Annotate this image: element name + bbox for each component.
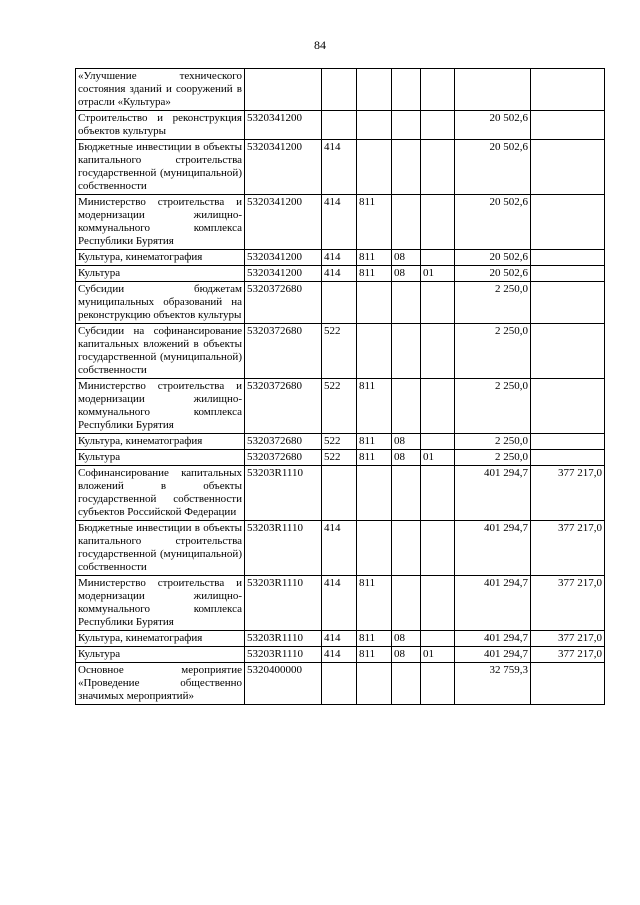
item-name-cell: Министерство строительства и модернизации жилищно-коммунального комплекса Республики Бурятия bbox=[76, 576, 245, 631]
expense-type-cell: 414 bbox=[322, 521, 357, 576]
subsection-cell bbox=[421, 250, 455, 266]
table-row bbox=[76, 663, 605, 705]
table-row bbox=[76, 466, 605, 521]
amount-2-cell: 377 217,0 bbox=[531, 647, 605, 663]
section-cell bbox=[392, 521, 421, 576]
section-cell bbox=[392, 663, 421, 705]
expense-type-cell: 414 bbox=[322, 140, 357, 195]
section-cell: 08 bbox=[392, 266, 421, 282]
subsection-cell bbox=[421, 69, 455, 111]
amount-1-cell: 20 502,6 bbox=[455, 111, 531, 140]
subsection-cell bbox=[421, 111, 455, 140]
expense-type-cell: 414 bbox=[322, 576, 357, 631]
amount-2-cell: 377 217,0 bbox=[531, 631, 605, 647]
budget-table bbox=[75, 68, 605, 705]
target-article-cell: 5320372680 bbox=[245, 434, 322, 450]
amount-1-cell: 2 250,0 bbox=[455, 434, 531, 450]
subsection-cell bbox=[421, 576, 455, 631]
target-article-cell: 5320372680 bbox=[245, 282, 322, 324]
item-name-cell: Субсидии бюджетам муниципальных образований на реконструкцию объектов культуры bbox=[76, 282, 245, 324]
section-cell bbox=[392, 282, 421, 324]
administrator-cell bbox=[357, 140, 392, 195]
table-row bbox=[76, 379, 605, 434]
item-name-cell: Культура bbox=[76, 266, 245, 282]
section-cell: 08 bbox=[392, 450, 421, 466]
section-cell: 08 bbox=[392, 434, 421, 450]
amount-1-cell: 401 294,7 bbox=[455, 576, 531, 631]
table-row bbox=[76, 69, 605, 111]
table-row bbox=[76, 434, 605, 450]
administrator-cell: 811 bbox=[357, 576, 392, 631]
target-article-cell: 53203R1110 bbox=[245, 576, 322, 631]
target-article-cell: 5320341200 bbox=[245, 266, 322, 282]
subsection-cell: 01 bbox=[421, 450, 455, 466]
item-name-cell: Министерство строительства и модернизации жилищно-коммунального комплекса Республики Бурятия bbox=[76, 379, 245, 434]
amount-1-cell: 20 502,6 bbox=[455, 195, 531, 250]
target-article-cell: 53203R1110 bbox=[245, 647, 322, 663]
table-row bbox=[76, 282, 605, 324]
amount-1-cell: 2 250,0 bbox=[455, 450, 531, 466]
section-cell bbox=[392, 466, 421, 521]
amount-1-cell: 2 250,0 bbox=[455, 282, 531, 324]
section-cell bbox=[392, 69, 421, 111]
subsection-cell bbox=[421, 663, 455, 705]
expense-type-cell bbox=[322, 466, 357, 521]
target-article-cell: 5320341200 bbox=[245, 140, 322, 195]
subsection-cell bbox=[421, 521, 455, 576]
administrator-cell bbox=[357, 282, 392, 324]
expense-type-cell: 414 bbox=[322, 647, 357, 663]
expense-type-cell bbox=[322, 69, 357, 111]
expense-type-cell: 414 bbox=[322, 631, 357, 647]
amount-2-cell bbox=[531, 434, 605, 450]
section-cell bbox=[392, 324, 421, 379]
item-name-cell: Бюджетные инвестиции в объекты капитального строительства государственной (муниципальной) собственности bbox=[76, 140, 245, 195]
amount-2-cell bbox=[531, 69, 605, 111]
item-name-cell: Строительство и реконструкция объектов культуры bbox=[76, 111, 245, 140]
amount-2-cell bbox=[531, 663, 605, 705]
amount-1-cell: 401 294,7 bbox=[455, 466, 531, 521]
item-name-cell: Министерство строительства и модернизации жилищно-коммунального комплекса Республики Бурятия bbox=[76, 195, 245, 250]
target-article-cell: 5320372680 bbox=[245, 324, 322, 379]
administrator-cell bbox=[357, 521, 392, 576]
target-article-cell: 53203R1110 bbox=[245, 631, 322, 647]
amount-1-cell: 401 294,7 bbox=[455, 521, 531, 576]
expense-type-cell: 414 bbox=[322, 266, 357, 282]
table-row bbox=[76, 324, 605, 379]
subsection-cell bbox=[421, 282, 455, 324]
administrator-cell: 811 bbox=[357, 631, 392, 647]
administrator-cell bbox=[357, 663, 392, 705]
amount-2-cell bbox=[531, 111, 605, 140]
subsection-cell bbox=[421, 434, 455, 450]
administrator-cell: 811 bbox=[357, 434, 392, 450]
subsection-cell bbox=[421, 379, 455, 434]
expense-type-cell bbox=[322, 111, 357, 140]
table-row bbox=[76, 521, 605, 576]
section-cell: 08 bbox=[392, 250, 421, 266]
administrator-cell bbox=[357, 324, 392, 379]
section-cell bbox=[392, 379, 421, 434]
item-name-cell: Культура bbox=[76, 647, 245, 663]
target-article-cell: 5320341200 bbox=[245, 111, 322, 140]
amount-2-cell: 377 217,0 bbox=[531, 576, 605, 631]
amount-1-cell: 20 502,6 bbox=[455, 266, 531, 282]
subsection-cell bbox=[421, 324, 455, 379]
table-row bbox=[76, 631, 605, 647]
subsection-cell: 01 bbox=[421, 647, 455, 663]
target-article-cell: 5320372680 bbox=[245, 450, 322, 466]
target-article-cell: 5320400000 bbox=[245, 663, 322, 705]
amount-1-cell bbox=[455, 69, 531, 111]
expense-type-cell: 414 bbox=[322, 250, 357, 266]
page-number: 84 bbox=[314, 38, 326, 52]
target-article-cell: 5320372680 bbox=[245, 379, 322, 434]
table-row bbox=[76, 140, 605, 195]
amount-2-cell: 377 217,0 bbox=[531, 521, 605, 576]
expense-type-cell: 414 bbox=[322, 195, 357, 250]
administrator-cell bbox=[357, 111, 392, 140]
table-row bbox=[76, 450, 605, 466]
item-name-cell: Бюджетные инвестиции в объекты капитального строительства государственной (муниципальной) собственности bbox=[76, 521, 245, 576]
subsection-cell bbox=[421, 466, 455, 521]
administrator-cell bbox=[357, 466, 392, 521]
expense-type-cell: 522 bbox=[322, 450, 357, 466]
target-article-cell: 5320341200 bbox=[245, 195, 322, 250]
amount-1-cell: 2 250,0 bbox=[455, 379, 531, 434]
item-name-cell: Культура, кинематография bbox=[76, 250, 245, 266]
amount-2-cell bbox=[531, 282, 605, 324]
table-body bbox=[76, 69, 605, 705]
expense-type-cell: 522 bbox=[322, 379, 357, 434]
administrator-cell: 811 bbox=[357, 379, 392, 434]
table-row bbox=[76, 576, 605, 631]
section-cell bbox=[392, 111, 421, 140]
subsection-cell bbox=[421, 140, 455, 195]
expense-type-cell bbox=[322, 663, 357, 705]
administrator-cell: 811 bbox=[357, 195, 392, 250]
table-row bbox=[76, 111, 605, 140]
item-name-cell: «Улучшение технического состояния зданий и сооружений в отрасли «Культура» bbox=[76, 69, 245, 111]
section-cell: 08 bbox=[392, 631, 421, 647]
item-name-cell: Основное мероприятие «Проведение общественно значимых мероприятий» bbox=[76, 663, 245, 705]
item-name-cell: Софинансирование капитальных вложений в объекты государственной собственности субъектов Российской Федерации bbox=[76, 466, 245, 521]
amount-2-cell: 377 217,0 bbox=[531, 466, 605, 521]
item-name-cell: Культура, кинематография bbox=[76, 434, 245, 450]
section-cell bbox=[392, 576, 421, 631]
amount-1-cell: 20 502,6 bbox=[455, 250, 531, 266]
table-row bbox=[76, 647, 605, 663]
amount-1-cell: 2 250,0 bbox=[455, 324, 531, 379]
administrator-cell: 811 bbox=[357, 250, 392, 266]
amount-1-cell: 401 294,7 bbox=[455, 647, 531, 663]
administrator-cell: 811 bbox=[357, 266, 392, 282]
subsection-cell bbox=[421, 195, 455, 250]
amount-2-cell bbox=[531, 324, 605, 379]
administrator-cell: 811 bbox=[357, 450, 392, 466]
amount-2-cell bbox=[531, 450, 605, 466]
amount-2-cell bbox=[531, 195, 605, 250]
item-name-cell: Субсидии на софинансирование капитальных вложений в объекты государственной (муниципальной) собственности bbox=[76, 324, 245, 379]
administrator-cell bbox=[357, 69, 392, 111]
section-cell bbox=[392, 195, 421, 250]
amount-2-cell bbox=[531, 140, 605, 195]
administrator-cell: 811 bbox=[357, 647, 392, 663]
item-name-cell: Культура, кинематография bbox=[76, 631, 245, 647]
target-article-cell bbox=[245, 69, 322, 111]
amount-1-cell: 401 294,7 bbox=[455, 631, 531, 647]
section-cell bbox=[392, 140, 421, 195]
subsection-cell bbox=[421, 631, 455, 647]
subsection-cell: 01 bbox=[421, 266, 455, 282]
expense-type-cell bbox=[322, 282, 357, 324]
table-row bbox=[76, 266, 605, 282]
table-row bbox=[76, 195, 605, 250]
amount-1-cell: 32 759,3 bbox=[455, 663, 531, 705]
expense-type-cell: 522 bbox=[322, 324, 357, 379]
target-article-cell: 53203R1110 bbox=[245, 466, 322, 521]
amount-2-cell bbox=[531, 250, 605, 266]
amount-2-cell bbox=[531, 266, 605, 282]
target-article-cell: 5320341200 bbox=[245, 250, 322, 266]
section-cell: 08 bbox=[392, 647, 421, 663]
expense-type-cell: 522 bbox=[322, 434, 357, 450]
amount-1-cell: 20 502,6 bbox=[455, 140, 531, 195]
item-name-cell: Культура bbox=[76, 450, 245, 466]
table-row bbox=[76, 250, 605, 266]
target-article-cell: 53203R1110 bbox=[245, 521, 322, 576]
amount-2-cell bbox=[531, 379, 605, 434]
